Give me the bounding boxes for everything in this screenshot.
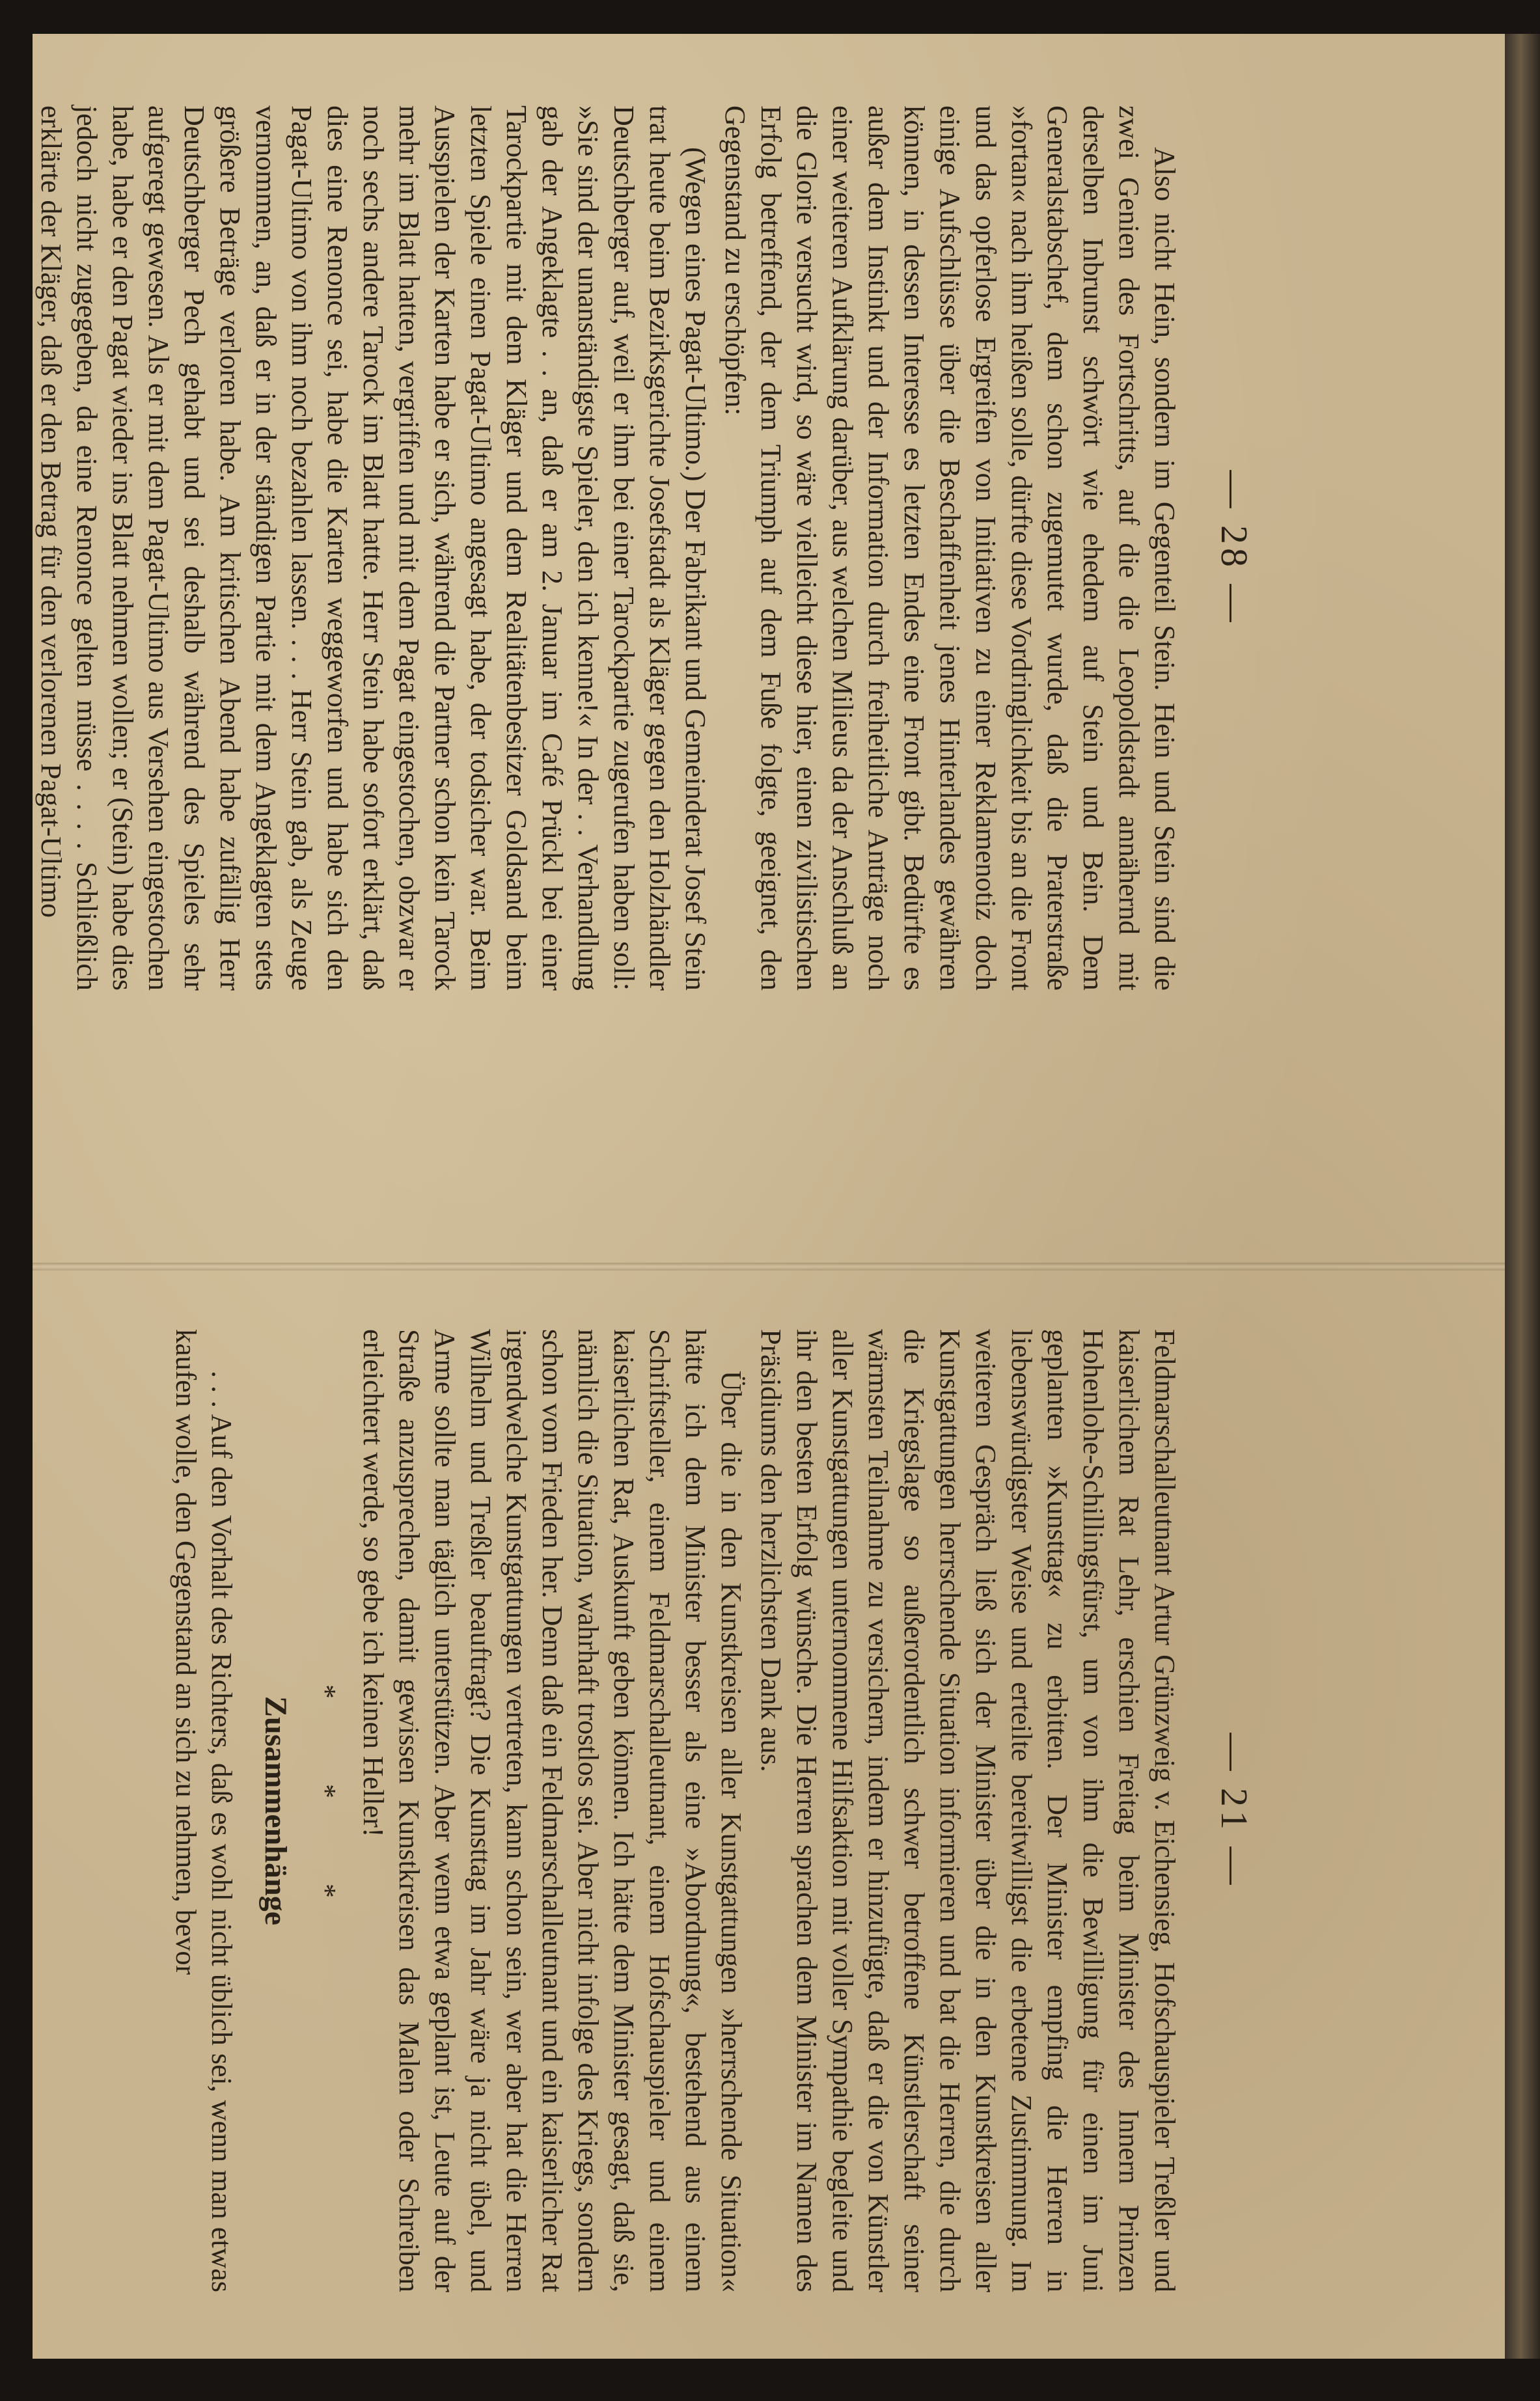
right-paragraph-2: Über die in den Kunstkreisen aller Kunstgattungen »herrschende Situation« hätte ich dem Minister besser als eine »Abordnung«, bestehend aus einem Schriftsteller, einem Feldmarschalleutnant, einem Hofschauspieler und einem kaiserlichen Rat, Auskunft geben können. Ich hätte dem Minister gesagt, daß sie, nämlich die Situation, wahrhaft trostlos sei. Aber nicht infolge des Kriegs, sondern schon vom Frieden her. Denn daß ein Feldmarschalleutnant und ein kaiserlicher Rat irgendwelche Kunstgattungen vertreten, kann schon sein, wer aber hat die Herren Wilhelm und Treßler beauftragt? Die Kunsttag im Jahr wäre ja nicht übel, und Arme sollte man täglich unterstützen. Aber wenn etwa geplant ist, Leute auf der Straße anzusprechen, damit gewissen Kunstkreisen das Malen oder Schreiben erleichtert werde, so gebe ich keinen Heller! [357,1329,747,2292]
right-page-column [168,1310,1183,2312]
left-paragraph-1: Also nicht Hein, sondern im Gegenteil Stein. Hein und Stein sind die zwei Genien des Fortschritts, auf die die Leopoldstadt annähernd mit derselben Inbrunst schwört wie ehedem auf Stein und Bein. Dem Generalstabschef, dem schon zugemutet wurde, daß die Praterstraße »fortan« nach ihm heißen solle, dürfte diese Vordringlichkeit bis an die Front und das opferlose Ergreifen von Initiativen zu einer Reklamenotiz doch einige Aufschlüsse über die Beschaffenheit jenes Hinterlandes gewähren können, in dessen Interesse es letzten Endes eine Front gibt. Bedürfte es außer dem Instinkt und der Information durch freiheitliche Anträge noch einer weiteren Aufklärung darüber, aus welchen Milieus da der Anschluß an die Glorie versucht wird, so wäre vielleicht diese hier, einen zivilistischen Erfolg betreffend, der dem Triumph auf dem Fuße folgte, geeignet, den Gegenstand zu erschöpfen: [719,105,1181,991]
newspaper-scan-sheet [33,34,1505,2359]
page-fold [33,1263,1505,1270]
page-number-21: — 21 — [1213,1733,1256,1889]
left-page-column [33,86,1183,1010]
right-paragraph-3: . . . Auf den Vorhalt des Richters, daß es wohl nicht üblich sei, wenn man etwas kaufen wolle, den Gegenstand an sich zu nehmen, bevor [170,1329,238,2292]
right-page [111,1310,1256,2312]
binding-spine [1505,34,1540,2359]
left-page [35,86,1256,1010]
section-heading: Zusammenhänge [258,1695,293,1926]
right-paragraph-1: Feldmarschalleutnant Artur Grünzweig v. Eichensieg, Hofschauspieler Treßler und kaiserlichem Rat Lehr, erschien Freitag beim Minister des Innern Prinzen Hohenlohe-Schillingsfürst, um von ihm die Bewilligung für einen im Juni geplanten »Kunsttag« zu erbitten. Der Minister empfing die Herren in liebenswürdigster Weise und erteilte bereitwilligst die erbetene Zustimmung. Im weiteren Gespräch ließ sich der Minister über die in den Kunstkreisen aller Kunstgattungen herrschende Situation informieren und bat die Herren, die durch die Kriegslage so außerordentlich schwer betroffene Künstlerschaft seiner wärmsten Teilnahme zu versichern, indem er hinzufügte, daß er die von Künstler aller Kunstgattungen unternommene Hilfsaktion mit voller Sympathie begleite und ihr den besten Erfolg wünsche. Die Herren sprachen dem Minister im Namen des Präsidiums den herzlichsten Dank aus. [755,1329,1181,2292]
left-paragraph-2: (Wegen eines Pagat-Ultimo.) Der Fabrikant und Gemeinderat Josef Stein trat heute beim Bezirksgerichte Josefstadt als Kläger gegen den Holzhändler Deutschberger auf, weil er ihm bei einer Tarockpartie zugerufen haben soll: »Sie sind der unanständigste Spieler, den ich kenne!« In der . . Verhandlung gab der Angeklagte . . an, daß er am 2. Januar im Café Prückl bei einer Tarockpartie mit dem Kläger und dem Realitätenbesitzer Goldsand beim letzten Spiele einen Pagat-Ultimo angesagt habe, der todsicher war. Beim Ausspielen der Karten habe er sich, während die Partner schon kein Tarock mehr im Blatt hatten, vergriffen und mit dem Pagat eingestochen, obzwar er noch sechs andere Tarock im Blatt hatte. Herr Stein habe sofort erklärt, daß dies eine Renonce sei, habe die Karten weggeworfen und habe sich den Pagat-Ultimo von ihm noch bezahlen lassen. . . . Herr Stein gab, als Zeuge vernommen, an, daß er in der ständigen Partie mit dem Angeklagten stets größere Beträge verloren habe. Am kritischen Abend habe zufällig Herr Deutschberger Pech gehabt und sei deshalb während des Spieles sehr aufgeregt gewesen. Als er mit dem Pagat-Ultimo aus Versehen eingestochen habe, habe er den Pagat wieder ins Blatt nehmen wollen; er (Stein) habe dies jedoch nicht zugegeben, da eine Renonce gelten müsse . . . . Schließlich erklärte der Kläger, daß er den Betrag für den verlorenen Pagat-Ultimo [35,105,711,991]
page-number-28: — 28 — [1213,470,1256,626]
section-stars: * * * [310,1684,342,1937]
